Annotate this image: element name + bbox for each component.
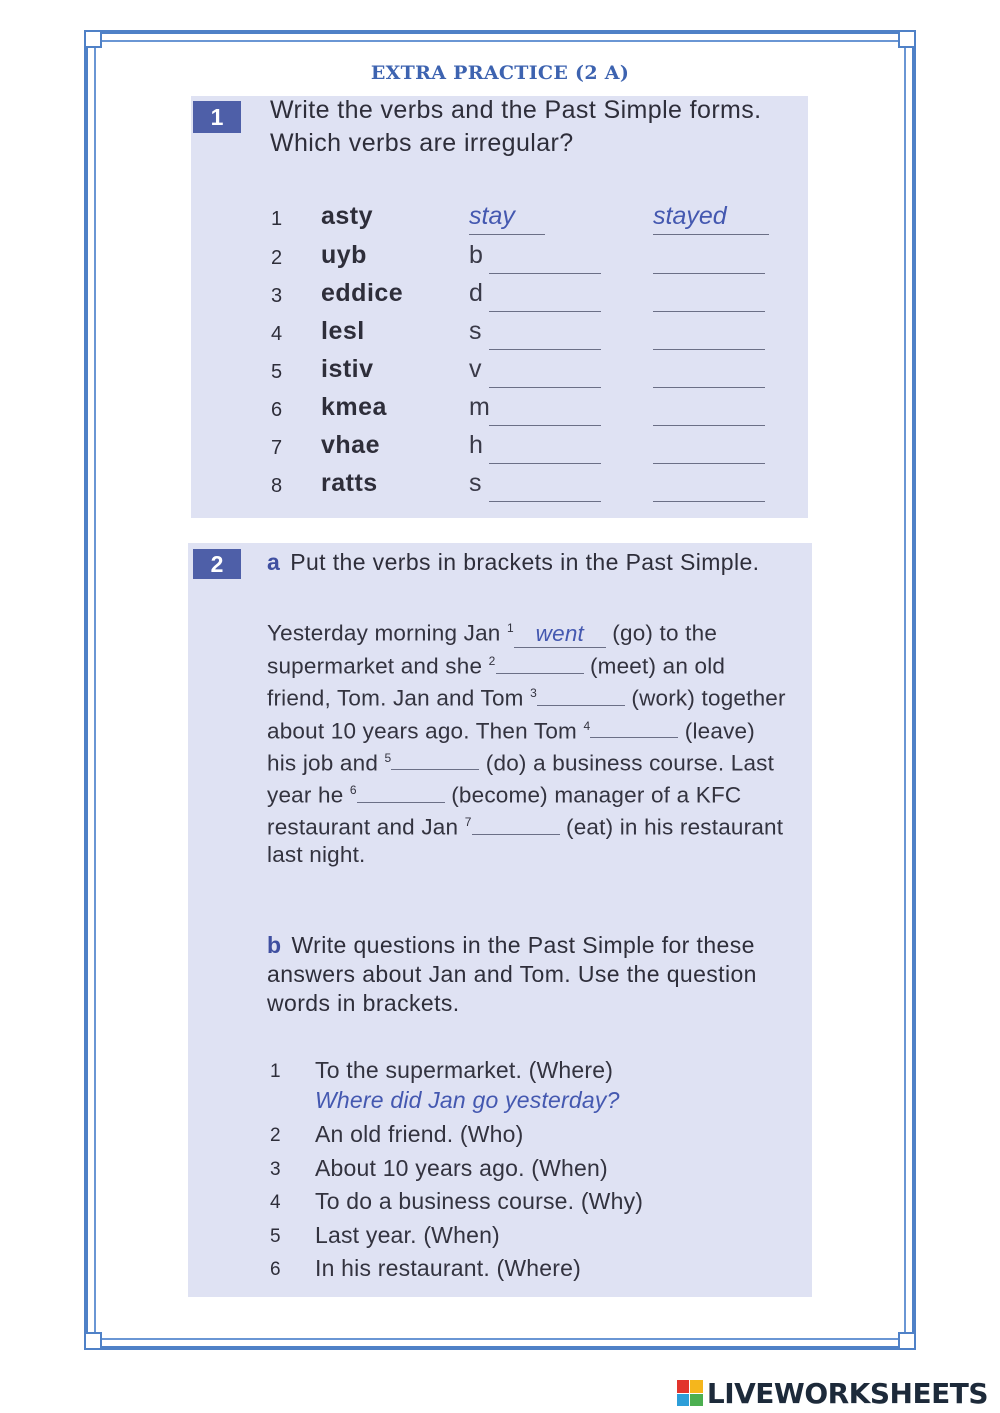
item-number: 4 — [270, 1192, 281, 1213]
part-a-label: a — [267, 549, 281, 575]
answer-prompt: About 10 years ago. (When) — [315, 1155, 608, 1181]
brand-name: LIVEWORKSHEETS — [706, 1376, 988, 1410]
word-row — [191, 241, 808, 279]
scrambled-word: lesl — [321, 317, 365, 345]
item-number: 5 — [270, 1226, 281, 1247]
past-form-blank[interactable] — [653, 349, 765, 350]
past-form-blank[interactable] — [653, 501, 765, 502]
gap-fill-paragraph — [267, 615, 787, 869]
exercise-number: 2 — [193, 549, 241, 579]
question-item — [188, 1121, 812, 1153]
past-form-blank[interactable] — [653, 387, 765, 388]
verb-hint: b — [469, 241, 483, 269]
answer-underline — [653, 234, 769, 235]
logo-square — [690, 1394, 703, 1407]
question-item — [188, 1255, 812, 1287]
verb-blank[interactable] — [489, 311, 601, 312]
answer-prompt: An old friend. (Who) — [315, 1121, 524, 1147]
gap-blank[interactable] — [391, 751, 479, 770]
item-number: 7 — [271, 437, 283, 459]
scrambled-word: uyb — [321, 241, 367, 269]
item-number: 4 — [271, 323, 283, 345]
word-row — [191, 202, 808, 240]
liveworksheets-brand[interactable] — [677, 1376, 988, 1410]
part-b-label: b — [267, 932, 282, 958]
answer-prompt: Last year. (When) — [315, 1222, 500, 1248]
word-row — [191, 355, 808, 393]
verb-hint: h — [469, 431, 483, 459]
scrambled-word: asty — [321, 202, 374, 230]
item-number: 3 — [271, 285, 283, 307]
past-form-blank[interactable] — [653, 273, 765, 274]
paragraph-text: (do) a business course. Last year he — [267, 750, 775, 808]
scrambled-word: vhae — [321, 431, 380, 459]
verb-hint: d — [469, 279, 483, 307]
example-question-answer: Where did Jan go yesterday? — [315, 1087, 620, 1113]
question-item — [188, 1155, 812, 1187]
gap-blank[interactable] — [590, 719, 678, 738]
logo-square — [677, 1380, 690, 1393]
part-a-instruction — [267, 547, 767, 577]
part-b-instruction-text: Write questions in the Past Simple for these answers about Jan and Tom. Use the question words in brackets. — [267, 932, 757, 1016]
part-b-instruction — [267, 931, 787, 1018]
item-number: 6 — [270, 1259, 281, 1280]
verb-hint: m — [469, 393, 490, 421]
item-number: 1 — [270, 1061, 281, 1082]
gap-number: 1 — [506, 621, 514, 635]
gap-blank[interactable] — [472, 816, 560, 835]
scrambled-word: eddice — [321, 279, 404, 307]
paragraph-text: (become) manager of a KFC restaurant and Jan — [267, 782, 742, 840]
gap-blank[interactable] — [537, 687, 625, 706]
item-number: 2 — [270, 1125, 281, 1146]
gap-blank[interactable] — [357, 784, 445, 803]
verb-blank[interactable] — [489, 349, 601, 350]
logo-square — [677, 1394, 690, 1407]
gap-number: 2 — [488, 654, 496, 669]
word-row — [191, 317, 808, 355]
scrambled-word: kmea — [321, 393, 387, 421]
word-row — [191, 393, 808, 431]
verb-hint: v — [469, 355, 482, 383]
verb-blank[interactable] — [489, 501, 601, 502]
exercise-instruction: Write the verbs and the Past Simple forms. Which verbs are irregular? — [270, 96, 762, 157]
example-answer: went — [514, 620, 606, 649]
exercise-number: 1 — [193, 101, 241, 133]
paragraph-text: (go) to the supermarket and she — [267, 620, 718, 679]
question-item — [188, 1057, 812, 1089]
past-form-blank[interactable] — [653, 463, 765, 464]
border-corner — [898, 30, 916, 48]
item-number: 3 — [270, 1159, 281, 1180]
gap-number: 3 — [530, 686, 537, 701]
gap-number: 5 — [384, 750, 392, 765]
verb-answer: stay — [469, 202, 515, 230]
verb-blank[interactable] — [489, 425, 601, 426]
gap-number: 6 — [349, 783, 357, 798]
item-number: 2 — [271, 247, 283, 269]
item-number: 8 — [271, 475, 283, 497]
word-row — [191, 431, 808, 469]
scrambled-word: ratts — [321, 469, 378, 497]
paragraph-text: (work) together about 10 years ago. Then Tom — [267, 685, 786, 744]
verb-hint: s — [469, 469, 482, 497]
border-corner — [898, 1332, 916, 1350]
verb-blank[interactable] — [489, 463, 601, 464]
answer-prompt: To do a business course. (Why) — [315, 1188, 644, 1214]
answer-prompt: In his restaurant. (Where) — [315, 1255, 581, 1281]
page-title: EXTRA PRACTICE (2 A) — [370, 62, 630, 84]
question-item — [188, 1222, 812, 1254]
word-row — [191, 279, 808, 317]
paragraph-text: Yesterday morning Jan — [267, 620, 507, 646]
exercise-1-panel — [191, 96, 808, 518]
verb-hint: s — [469, 317, 482, 345]
question-item — [188, 1188, 812, 1220]
item-number: 6 — [271, 399, 283, 421]
item-number: 1 — [271, 208, 283, 230]
border-corner — [84, 1332, 102, 1350]
paragraph-text: (leave) his job and — [267, 718, 755, 776]
answer-underline — [469, 234, 545, 235]
item-number: 5 — [271, 361, 283, 383]
answer-prompt: To the supermarket. (Where) — [315, 1057, 614, 1083]
past-form-blank[interactable] — [653, 425, 765, 426]
part-a-instruction-text: Put the verbs in brackets in the Past Simple. — [290, 549, 760, 575]
logo-square — [690, 1380, 703, 1393]
past-form-answer: stayed — [653, 202, 727, 230]
paragraph-text: (eat) in his restaurant last night. — [267, 814, 784, 868]
word-row — [191, 469, 808, 507]
border-corner — [84, 30, 102, 48]
gap-blank[interactable] — [496, 655, 584, 674]
verb-blank[interactable] — [489, 273, 601, 274]
exercise-2-panel — [188, 543, 812, 1297]
past-form-blank[interactable] — [653, 311, 765, 312]
paragraph-text: (meet) an old friend, Tom. Jan and Tom — [267, 653, 726, 711]
verb-blank[interactable] — [489, 387, 601, 388]
liveworksheets-logo-icon — [677, 1380, 703, 1406]
gap-number: 4 — [583, 718, 591, 733]
scrambled-word: istiv — [321, 355, 374, 383]
gap-number: 7 — [464, 815, 472, 830]
